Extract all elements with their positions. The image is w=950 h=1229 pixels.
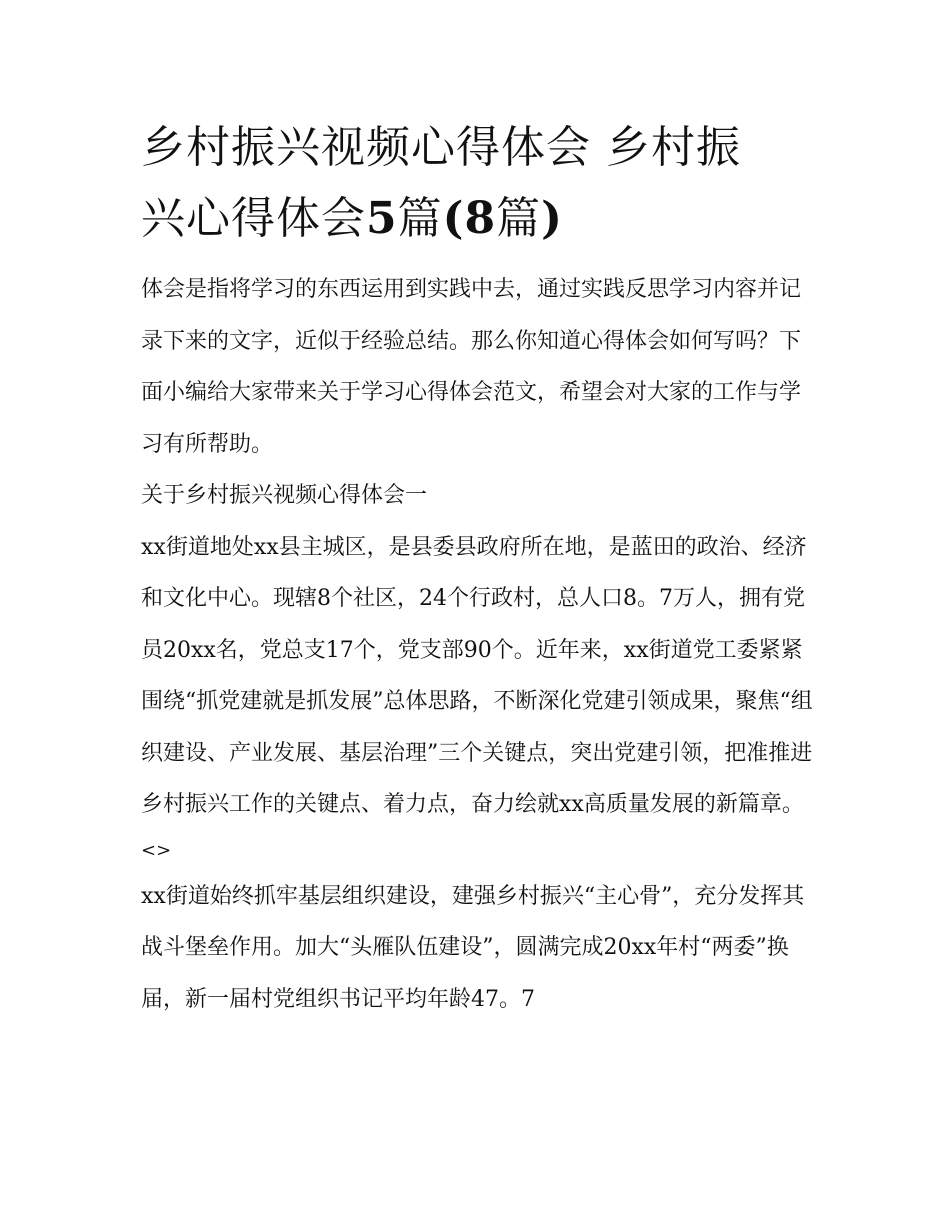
title-line-2: 兴心得体会5篇(8篇) <box>141 193 563 244</box>
section-heading: 关于乡村振兴视频心得体会一 <box>141 483 428 508</box>
placeholder-brackets: <> <box>141 839 172 861</box>
title-line-1: 乡村振兴视频心得体会 乡村振 <box>141 122 741 173</box>
document-title <box>141 112 816 254</box>
document-body <box>141 112 816 1025</box>
body-paragraph: xx街道始终抓牢基层组织建设，建强乡村振兴“主心骨”，充分发挥其战斗堡垒作用。加大“头雁队伍建设”，圆满完成20xx年村“两委”换届，新一届村党组织书记平均年龄47。7 <box>141 883 805 1012</box>
intro-paragraph: 体会是指将学习的东西运用到实践中去，通过实践反思学习内容并记录下来的文字，近似于经验总结。那么你知道心得体会如何写吗？下面小编给大家带来关于学习心得体会范文，希望会对大家的工作与学习有所帮助。 <box>141 277 802 457</box>
body-paragraph: xx街道地处xx县主城区，是县委县政府所在地，是蓝田的政治、经济和文化中心。现辖8个社区，24个行政村，总人口8。7万人，拥有党员20xx名，党总支17个，党支部90个。近年来，xx街道党工委紧紧围绕“抓党建就是抓发展”总体思路，不断深化党建引领成果，聚焦“组织建设、产业发展、基层治理”三个关键点，突出党建引领，把准推进乡村振兴工作的关键点、着力点，奋力绘就xx高质量发展的新篇章。 <box>141 534 813 817</box>
